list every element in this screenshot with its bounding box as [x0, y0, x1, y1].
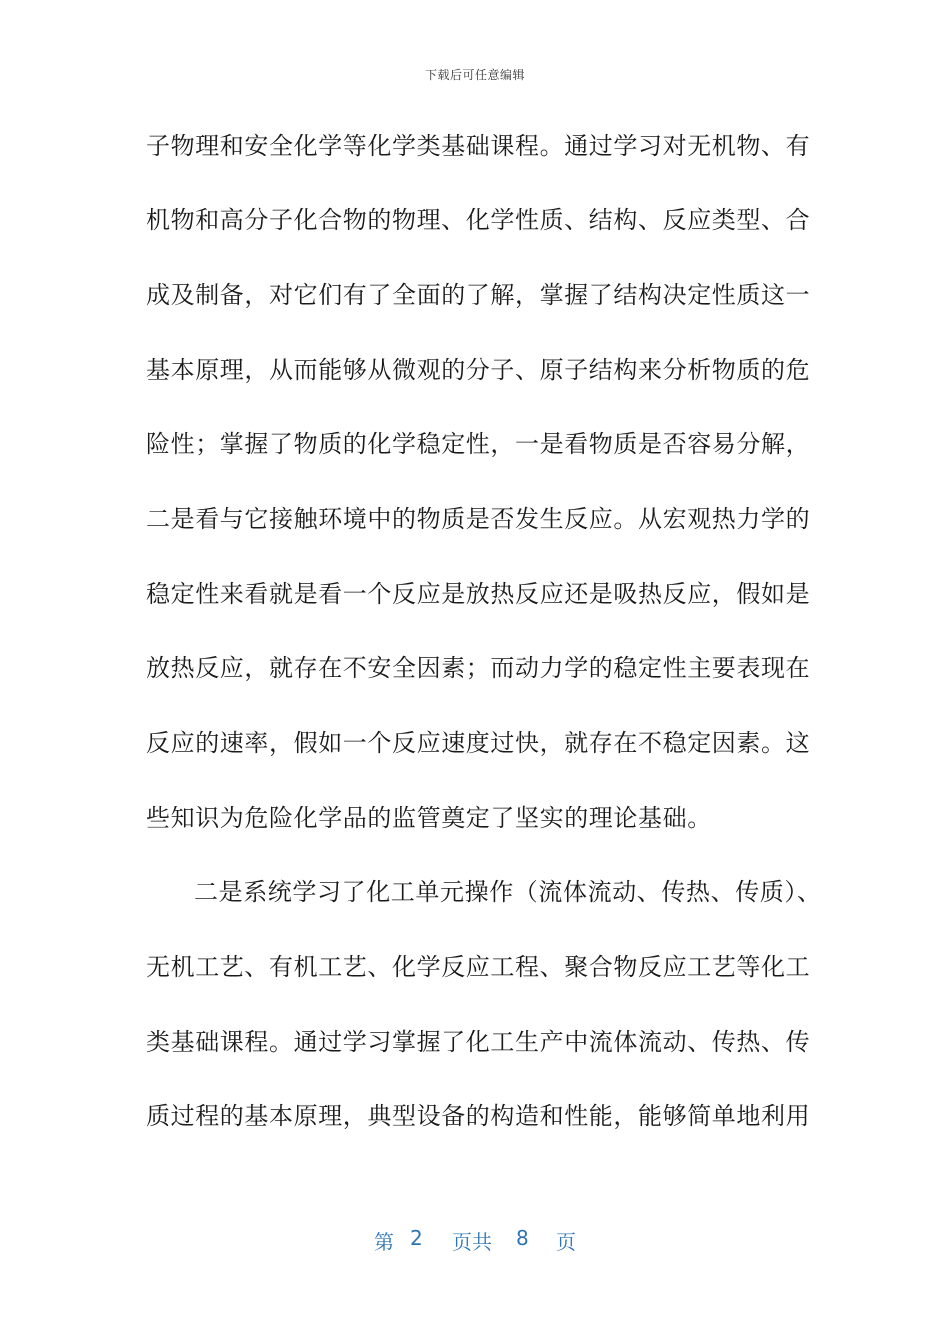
text-line: 基本原理，从而能够从微观的分子、原子结构来分析物质的危 — [146, 356, 811, 384]
text-line: 稳定性来看就是看一个反应是放热反应还是吸热反应，假如是 — [146, 580, 811, 608]
page-footer — [0, 1226, 950, 1254]
text-line-paragraph-start: 二是系统学习了化工单元操作（流体流动、传热、传质）、 — [194, 878, 822, 906]
text-line: 险性；掌握了物质的化学稳定性，一是看物质是否容易分解， — [146, 430, 811, 458]
text-line: 子物理和安全化学等化学类基础课程。通过学习对无机物、有 — [146, 132, 811, 160]
text-line: 无机工艺、有机工艺、化学反应工程、聚合物反应工艺等化工 — [146, 953, 811, 981]
text-line: 类基础课程。通过学习掌握了化工生产中流体流动、传热、传 — [146, 1028, 811, 1056]
footer-suffix: 页 — [556, 1230, 576, 1254]
current-page-number: 2 — [410, 1226, 423, 1250]
total-pages-number: 8 — [516, 1226, 529, 1250]
text-line: 质过程的基本原理，典型设备的构造和性能，能够简单地利用 — [146, 1102, 811, 1130]
text-line: 反应的速率，假如一个反应速度过快，就存在不稳定因素。这 — [146, 729, 811, 757]
text-line: 放热反应，就存在不安全因素；而动力学的稳定性主要表现在 — [146, 654, 811, 682]
text-line: 些知识为危险化学品的监管奠定了坚实的理论基础。 — [146, 804, 712, 832]
text-line: 成及制备，对它们有了全面的了解，掌握了结构决定性质这一 — [146, 281, 811, 309]
page-header: 下载后可任意编辑 — [424, 68, 525, 82]
footer-prefix: 第 — [374, 1230, 394, 1254]
text-line: 机物和高分子化合物的物理、化学性质、结构、反应类型、合 — [146, 206, 811, 234]
footer-middle: 页共 — [452, 1230, 492, 1254]
text-line: 二是看与它接触环境中的物质是否发生反应。从宏观热力学的 — [146, 505, 811, 533]
